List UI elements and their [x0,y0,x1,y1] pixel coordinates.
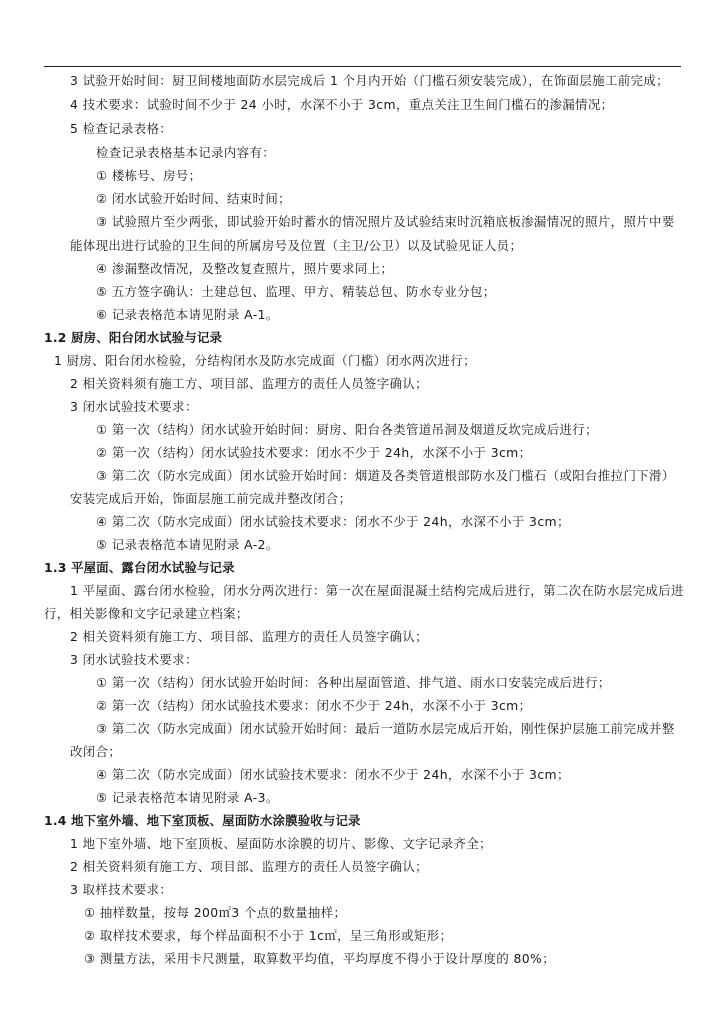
list-item: ⑤ 五方签字确认：土建总包、监理、甲方、精装总包、防水专业分包； [96,284,496,299]
text-line: 1 厨房、阳台闭水检验，分结构闭水及防水完成面（门槛）闭水两次进行； [54,353,476,368]
list-item: ① 第一次（结构）闭水试验开始时间：厨房、阳台各类管道吊洞及烟道反坎完成后进行； [96,422,598,437]
text-line: 3 试验开始时间：厨卫间楼地面防水层完成后 1 个月内开始（门槛石须安装完成），在饰面层施工前完成； [70,73,669,88]
text-line: 2 相关资料须有施工方、项目部、监理方的责任人员签字确认； [70,629,428,644]
header-rule [44,66,681,67]
text-line: 3 闭水试验技术要求： [70,399,198,414]
list-item: ③ 试验照片至少两张，即试验开始时蓄水的情况照片及试验结束时沉箱底板渗漏情况的照片，照片中要 [96,214,675,229]
list-item: ④ 渗漏整改情况，及整改复查照片，照片要求同上； [96,261,394,276]
list-item: ③ 第二次（防水完成面）闭水试验开始时间：最后一道防水层完成后开始，刚性保护层施工前完成并整 [96,721,675,736]
list-item: ③ 第二次（防水完成面）闭水试验开始时间：烟道及各类管道根部防水及门槛石（或阳台推拉门下滑） [96,468,675,483]
list-item: ① 第一次（结构）闭水试验开始时间：各种出屋面管道、排气道、雨水口安装完成后进行； [96,675,611,690]
text-line: 2 相关资料须有施工方、项目部、监理方的责任人员签字确认； [70,376,428,391]
list-item: ② 第一次（结构）闭水试验技术要求：闭水不少于 24h，水深不小于 3cm； [96,698,532,713]
list-item: ② 第一次（结构）闭水试验技术要求：闭水不少于 24h，水深不小于 3cm； [96,445,532,460]
list-item: ② 取样技术要求，每个样品面积不小于 1c㎡，呈三角形或矩形； [84,928,453,943]
text-line: 3 取样技术要求： [70,882,173,897]
list-item: ① 楼栋号、房号； [96,168,202,183]
list-item: ⑥ 记录表格范本请见附录 A-1。 [96,307,279,322]
text-line: 3 闭水试验技术要求： [70,652,198,667]
section-heading: 1.4 地下室外墙、地下室顶板、屋面防水涂膜验收与记录 [44,813,361,828]
text-line: 5 检查记录表格： [70,121,173,136]
list-item: ⑤ 记录表格范本请见附录 A-3。 [96,790,279,805]
text-line: 能体现出进行试验的卫生间的所属房号及位置（主卫/公卫）以及试验见证人员； [70,238,523,253]
text-line: 检查记录表格基本记录内容有： [96,145,276,160]
text-line: 2 相关资料须有施工方、项目部、监理方的责任人员签字确认； [70,859,428,874]
list-item: ④ 第二次（防水完成面）闭水试验技术要求：闭水不少于 24h，水深不小于 3cm； [96,767,570,782]
list-item: ④ 第二次（防水完成面）闭水试验技术要求：闭水不少于 24h，水深不小于 3cm； [96,514,570,529]
text-line: 安装完成后开始，饰面层施工前完成并整改闭合； [70,491,352,506]
text-line: 行，相关影像和文字记录建立档案； [44,606,249,621]
text-line: 改闭合； [70,744,122,759]
text-line: 1 平屋面、露台闭水检验，闭水分两次进行：第一次在屋面混凝土结构完成后进行，第二次在防水层完成后进 [70,583,684,598]
list-item: ③ 测量方法，采用卡尺测量，取算数平均值，平均厚度不得小于设计厚度的 80%； [84,951,556,966]
text-line: 4 技术要求：试验时间不少于 24 小时，水深不小于 3cm，重点关注卫生间门槛石的渗漏情况； [70,97,614,112]
list-item: ⑤ 记录表格范本请见附录 A-2。 [96,537,279,552]
section-heading: 1.2 厨房、阳台闭水试验与记录 [44,330,223,345]
list-item: ① 抽样数量，按每 200㎡3 个点的数量抽样； [84,905,347,920]
list-item: ② 闭水试验开始时间、结束时间； [96,191,291,206]
text-line: 1 地下室外墙、地下室顶板、屋面防水涂膜的切片、影像、文字记录齐全； [70,836,492,851]
section-heading: 1.3 平屋面、露台闭水试验与记录 [44,560,235,575]
